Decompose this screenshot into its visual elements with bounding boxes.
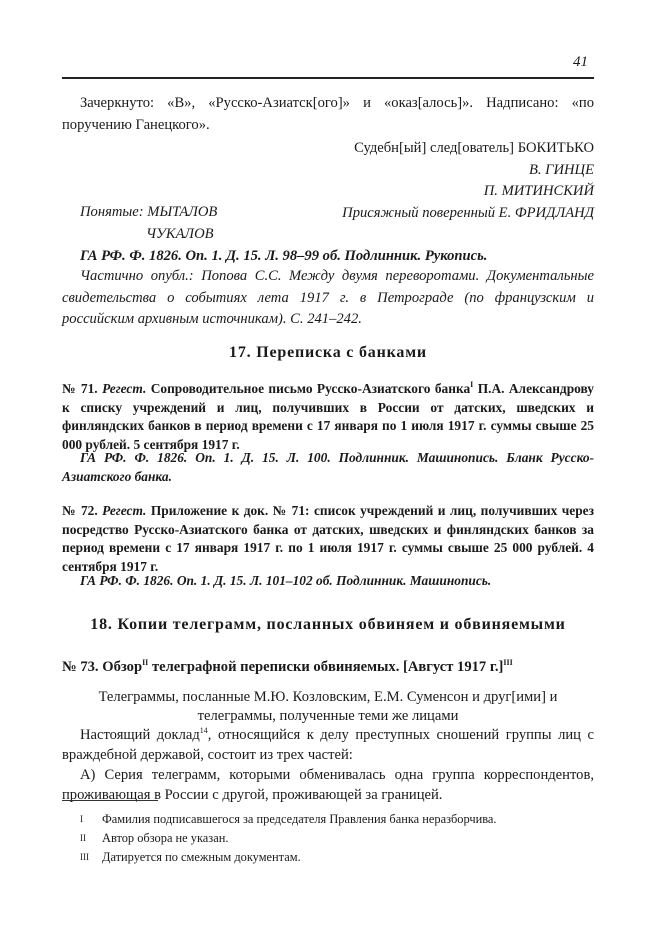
doc-title: телеграфной переписки обвиняемых. [Август 1917 г.] bbox=[151, 659, 504, 675]
document-71-regest bbox=[62, 380, 594, 454]
subtitle-line: Телеграммы, посланные М.Ю. Козловским, Е.М. Суменсон и друг[ими] и bbox=[98, 689, 558, 705]
footnote-text: Автор обзора не указан. bbox=[102, 831, 229, 845]
doc-title: Обзор bbox=[102, 659, 143, 675]
publication-note: Частично опубл.: Попова С.С. Между двумя переворотами. Документальные свидетельства о событиях лета 1917 г. в Петрограде (по французским и российским архивным источникам). С. 241–242. bbox=[62, 268, 594, 327]
section-heading: 18. Копии телеграмм, посланных обвиняем и обвиняемыми bbox=[90, 616, 566, 633]
paragraph-text: Настоящий доклад bbox=[80, 727, 200, 743]
document-73-title bbox=[62, 656, 594, 678]
footnote-ref: I bbox=[470, 380, 474, 389]
signature-line: Судебн[ый] след[ователь] БОКИТЬКО bbox=[354, 140, 594, 156]
signature-line: Присяжный поверенный Е. ФРИДЛАНД bbox=[342, 204, 594, 221]
doc-number: № 71. bbox=[62, 381, 98, 396]
archive-reference: ГА РФ. Ф. 1826. Оп. 1. Д. 15. Л. 101–102 об. Подлинник. Машинопись. bbox=[80, 573, 492, 588]
regest-text: Сопроводительное письмо Русско-Азиатского банка bbox=[150, 381, 471, 396]
regest-text: Приложение к док. № 71: список учреждений и лиц, получивших через посредство Русско-Азиатского банка от датских, шведских и финляндских банков за период времени с 17 января 1917 г. по 1 июля 1917 г. суммы свыше 25 000 рублей. 4 сентября 1917 г. bbox=[62, 503, 594, 574]
footnote-ref: II bbox=[142, 658, 149, 667]
section-heading: 17. Переписка с банками bbox=[229, 344, 427, 361]
footnote-text: Датируется по смежным документам. bbox=[102, 850, 301, 864]
document-72-regest bbox=[62, 502, 594, 576]
footnote-ref: III bbox=[503, 658, 513, 667]
footnote bbox=[80, 849, 600, 866]
witness-name: ЧУКАЛОВ bbox=[146, 225, 214, 242]
footnote-rule bbox=[62, 800, 158, 801]
witness-name: МЫТАЛОВ bbox=[147, 204, 218, 220]
document-subtitle bbox=[62, 688, 594, 725]
crossed-out-note: Зачеркнуто: «В», «Русско-Азиатск[ого]» и «оказ[алось]». Надписано: «по поручению Ганецкого». bbox=[62, 95, 594, 133]
footnote-mark: I bbox=[80, 814, 83, 824]
regest-label: Регест. bbox=[102, 503, 147, 518]
paragraph-text: , относящийся к делу преступных сношений группы лиц с враждебной державой, состоит из трех частей: bbox=[62, 727, 594, 763]
subtitle-line: телеграммы, полученные теми же лицами bbox=[197, 707, 459, 724]
archive-reference: ГА РФ. Ф. 1826. Оп. 1. Д. 15. Л. 98–99 об. Подлинник. Рукопись. bbox=[80, 248, 488, 264]
archive-reference: ГА РФ. Ф. 1826. Оп. 1. Д. 15. Л. 100. Подлинник. Машинопись. Бланк Русско-Азиатского банка. bbox=[62, 450, 594, 484]
footnote-ref: 14 bbox=[199, 726, 208, 735]
regest-label: Регест. bbox=[102, 381, 147, 396]
body-paragraph: А) Серия телеграмм, которыми обменивалась одна группа корреспондентов, проживающая в России с другой, проживающей за границей. bbox=[62, 767, 594, 803]
footnote-text: Фамилия подписавшегося за председателя Правления банка неразборчива. bbox=[102, 812, 497, 826]
header-rule bbox=[62, 77, 594, 79]
footnote-mark: III bbox=[80, 852, 89, 862]
witnesses-block bbox=[80, 202, 217, 245]
doc-number: № 72. bbox=[62, 503, 98, 518]
footnote bbox=[80, 830, 600, 847]
regest-text: П.А. Александрову к списку учреждений и лиц, получивших в России от датских, шведских и финляндских банков в период времени с 17 января по 1 июля 1917 г. суммы свыше 25 000 рублей. 5 сентября 1917 г. bbox=[62, 381, 594, 452]
body-paragraph bbox=[62, 726, 594, 765]
signature-line: П. МИТИНСКИЙ bbox=[483, 183, 594, 199]
witnesses-label: Понятые: bbox=[80, 204, 144, 220]
footnote-mark: II bbox=[80, 833, 86, 843]
signature-line: В. ГИНЦЕ bbox=[528, 161, 594, 178]
footnote bbox=[80, 811, 600, 828]
page-number: 41 bbox=[573, 54, 588, 70]
doc-number: № 73. bbox=[62, 659, 99, 675]
